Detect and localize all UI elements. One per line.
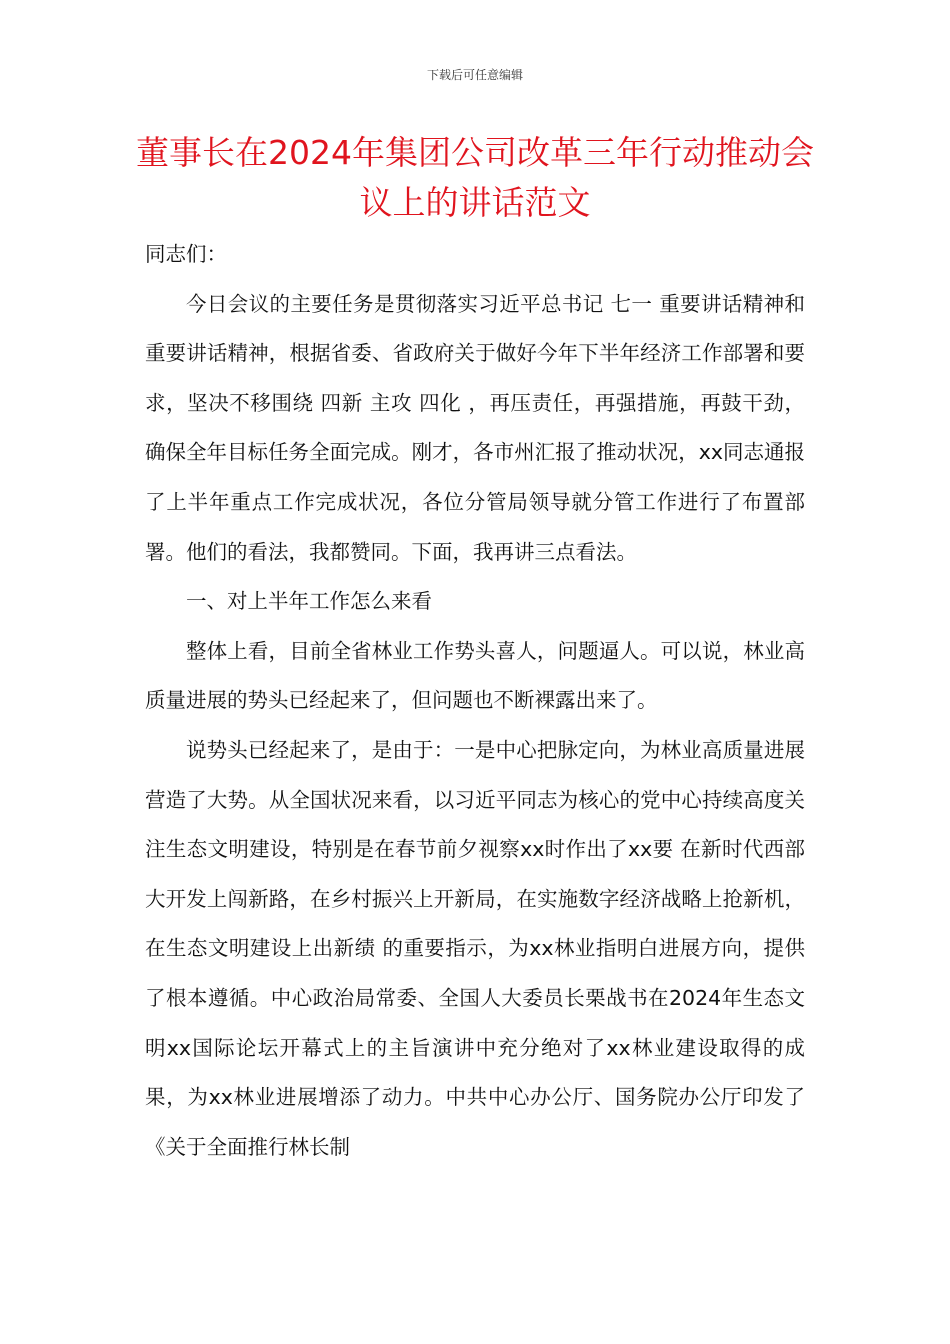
section-heading: 一、对上半年工作怎么来看 bbox=[186, 589, 432, 614]
document-body bbox=[145, 230, 805, 1172]
paragraph: 整体上看，目前全省林业工作势头喜人，问题逼人。可以说，林业高质量进展的势头已经起来了，但问题也不断裸露出来了。 bbox=[145, 638, 805, 713]
paragraph: 说势头已经起来了，是由于：一是中心把脉定向，为林业高质量进展营造了大势。从全国状况来看，以习近平同志为核心的党中心持续高度关注生态文明建设，特别是在春节前夕视察xx时作出了xx要 在新时代西部大开发上闯新路，在乡村振兴上开新局，在实施数字经济战略上抢新机，在生态文明建设上出新绩 的重要指示，为xx林业指明白进展方向，提供了根本遵循。中心政治局常委、全国人大委员长栗战书在2024年生态文明xx国际论坛开幕式上的主旨演讲中充分绝对了xx林业建设取得的成果，为xx林业进展增添了动力。中共中心办公厅、国务院办公厅印发了《关于全面推行林长制 bbox=[145, 737, 805, 1159]
salutation: 同志们： bbox=[145, 242, 227, 266]
paragraph: 今日会议的主要任务是贯彻落实习近平总书记 七一 重要讲话精神和重要讲话精神，根据省委、省政府关于做好今年下半年经济工作部署和要求，坚决不移围绕 四新 主攻 四化 ，再压责任，再强措施，再鼓干劲，确保全年目标任务全面完成。刚才，各市州汇报了推动状况，xx同志通报了上半年重点工作完成状况，各位分管局领导就分管工作进行了布置部署。他们的看法，我都赞同。下面，我再讲三点看法。 bbox=[145, 291, 805, 564]
header-note: 下载后可任意编辑 bbox=[426, 68, 523, 82]
document-title: 董事长在2024年集团公司改革三年行动推动会议上的讲话范文 bbox=[136, 133, 814, 222]
